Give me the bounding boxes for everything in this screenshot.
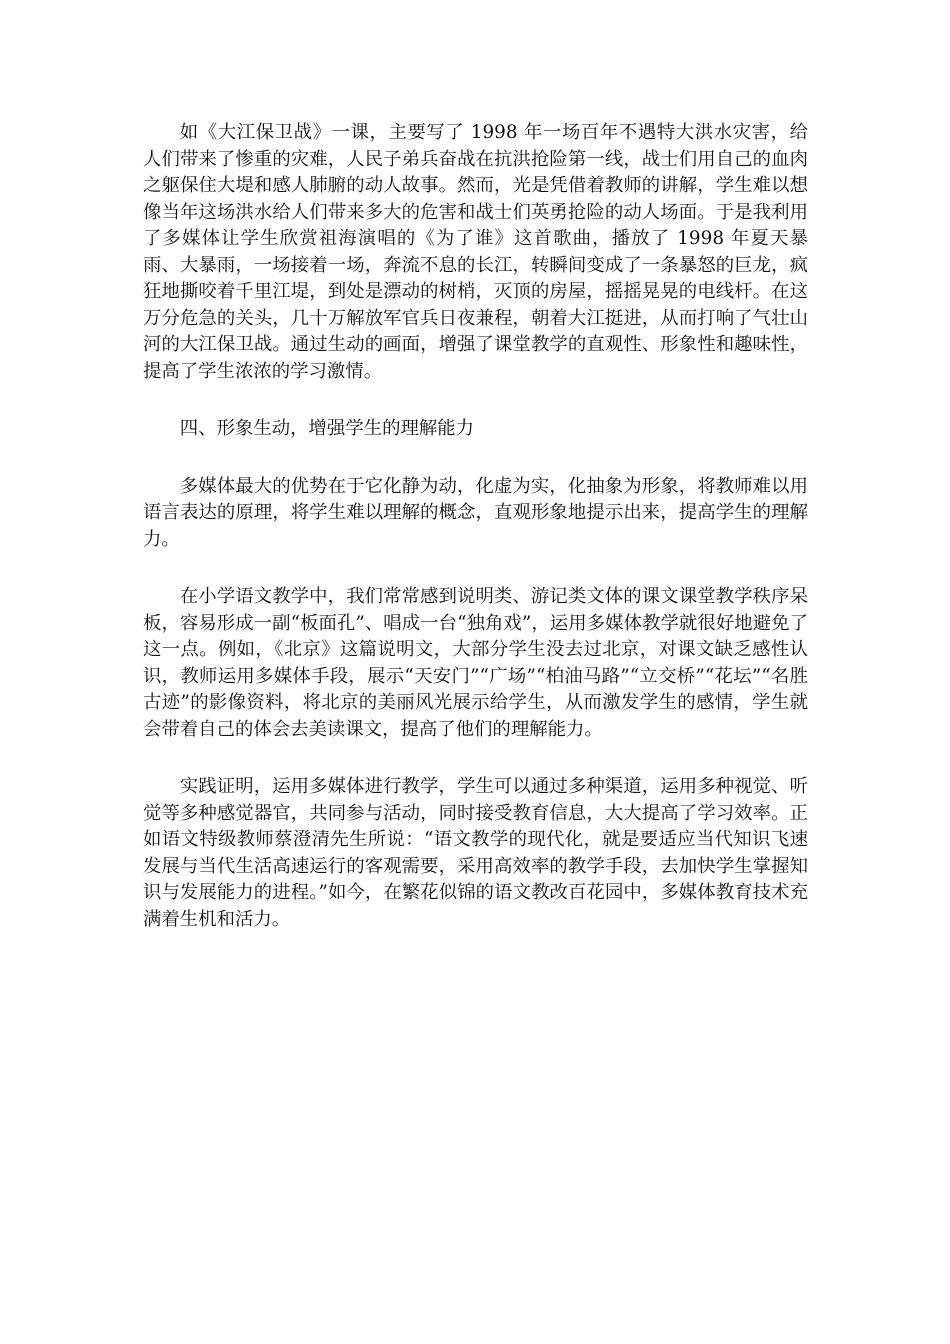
document-body [143,120,808,964]
paragraph-beijing-example: 在小学语文教学中，我们常常感到说明类、游记类文体的课文课堂教学秩序呆板，容易形成一副“板面孔”、唱成一台“独角戏”，运用多媒体教学就很好地避免了这一点。例如，《北京》这篇说明文，大部分学生没去过北京，对课文缺乏感性认识，教师运用多媒体手段，展示“天安门”“广场”“柏油马路”“立交桥”“花坛”“名胜古迹”的影像资料，将北京的美丽风光展示给学生，从而激发学生的感情，学生就会带着自己的体会去美读课文，提高了他们的理解能力。 [143,586,808,740]
paragraph-conclusion: 实践证明，运用多媒体进行教学，学生可以通过多种渠道，运用多种视觉、听觉等多种感觉器官，共同参与活动，同时接受教育信息，大大提高了学习效率。正如语文特级教师蔡澄清先生所说：“语文教学的现代化，就是要适应当代知识飞速发展与当代生活高速运行的客观需要，采用高效率的教学手段，去加快学生掌握知识与发展能力的进程。”如今，在繁花似锦的语文教改百花园中，多媒体教育技术充满着生机和活力。 [143,776,808,930]
paragraph-flood-lesson: 如《大江保卫战》一课，主要写了 1998 年一场百年不遇特大洪水灾害，给人们带来了惨重的灾难，人民子弟兵奋战在抗洪抢险第一线，战士们用自己的血肉之躯保住大堤和感人肺腑的动人故事。然而，光是凭借着教师的讲解，学生难以想像当年这场洪水给人们带来多大的危害和战士们英勇抢险的动人场面。于是我利用了多媒体让学生欣赏祖海演唱的《为了谁》这首歌曲，播放了 1998 年夏天暴雨、大暴雨，一场接着一场，奔流不息的长江，转瞬间变成了一条暴怒的巨龙，疯狂地撕咬着千里江堤，到处是漂动的树梢，灭顶的房屋，摇摇晃晃的电线杆。在这万分危急的关头，几十万解放军官兵日夜兼程，朝着大江挺进，从而打响了气壮山河的大江保卫战。通过生动的画面，增强了课堂教学的直观性、形象性和趣味性，提高了学生浓浓的学习激情。 [143,122,808,382]
paragraph-multimedia-advantage: 多媒体最大的优势在于它化静为动，化虚为实，化抽象为形象，将教师难以用语言表达的原理，将学生难以理解的概念，直观形象地提示出来，提高学生的理解力。 [143,475,808,550]
section-heading: 四、形象生动，增强学生的理解能力 [179,418,475,439]
